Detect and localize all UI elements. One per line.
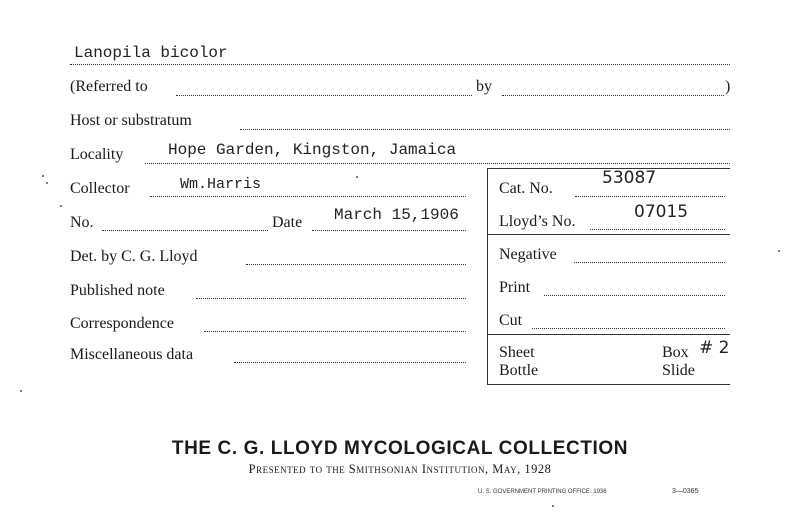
panel-mid-rule bbox=[487, 234, 730, 235]
correspondence-label: Correspondence bbox=[70, 315, 174, 332]
panel-bottom-rule bbox=[487, 384, 730, 385]
print-label: Print bbox=[499, 279, 531, 296]
no-line bbox=[102, 230, 268, 231]
host-line bbox=[240, 129, 730, 130]
species-line bbox=[70, 64, 730, 65]
lloyds-no-value: 07015 bbox=[634, 202, 689, 222]
by-line bbox=[502, 95, 724, 96]
panel-left-rule bbox=[487, 168, 488, 384]
referred-to-label: (Referred to bbox=[70, 78, 148, 95]
negative-label: Negative bbox=[499, 246, 557, 263]
published-note-label: Published note bbox=[70, 282, 165, 299]
lloyds-no-line bbox=[590, 229, 725, 230]
misc-data-line bbox=[234, 362, 466, 363]
cat-no-label: Cat. No. bbox=[499, 180, 553, 197]
box-value: # 2 bbox=[699, 338, 730, 358]
misc-data-label: Miscellaneous data bbox=[70, 346, 194, 363]
locality-line bbox=[145, 163, 730, 164]
sheet-label: Sheet bbox=[499, 344, 535, 361]
scan-speck bbox=[552, 505, 554, 507]
cat-no-value: 53087 bbox=[602, 168, 657, 188]
box-label: Box bbox=[662, 344, 689, 361]
scan-speck bbox=[20, 390, 22, 392]
scan-speck bbox=[60, 205, 62, 207]
collector-line bbox=[150, 196, 466, 197]
printer-imprint: U. S. GOVERNMENT PRINTING OFFICE: 1936 bbox=[478, 489, 607, 495]
date-value: March 15,1906 bbox=[334, 206, 459, 224]
species-name: Lanopila bicolor bbox=[74, 44, 228, 62]
form-number: 3—0365 bbox=[672, 488, 699, 495]
negative-line bbox=[574, 262, 725, 263]
referred-to-line bbox=[176, 95, 472, 96]
date-line bbox=[312, 230, 466, 231]
panel-cut-rule bbox=[487, 334, 730, 335]
close-paren: ) bbox=[725, 78, 731, 95]
lloyds-no-label: Lloyd’s No. bbox=[499, 213, 576, 230]
collector-label: Collector bbox=[70, 180, 130, 197]
correspondence-line bbox=[204, 331, 466, 332]
collector-value: Wm.Harris bbox=[180, 176, 262, 193]
cut-line bbox=[532, 328, 725, 329]
locality-label: Locality bbox=[70, 146, 124, 163]
locality-value: Hope Garden, Kingston, Jamaica bbox=[168, 141, 457, 159]
date-label: Date bbox=[272, 214, 303, 231]
collection-title: THE C. G. LLOYD MYCOLOGICAL COLLECTION bbox=[171, 438, 629, 459]
by-label: by bbox=[476, 78, 492, 95]
print-line bbox=[544, 295, 725, 296]
collection-subtitle: Presented to the Smithsonian Institution, May, 1928 bbox=[248, 462, 552, 476]
scan-speck bbox=[42, 175, 44, 177]
scan-speck bbox=[356, 176, 358, 178]
host-label: Host or substratum bbox=[70, 112, 192, 129]
scan-speck bbox=[46, 182, 48, 184]
slide-label: Slide bbox=[662, 362, 695, 379]
cut-label: Cut bbox=[499, 312, 523, 329]
published-note-line bbox=[196, 298, 466, 299]
det-by-line bbox=[246, 264, 466, 265]
no-label: No. bbox=[70, 214, 94, 231]
scan-speck bbox=[778, 250, 780, 252]
bottle-label: Bottle bbox=[499, 362, 539, 379]
det-by-label: Det. by C. G. Lloyd bbox=[70, 248, 198, 265]
cat-no-line bbox=[575, 196, 725, 197]
